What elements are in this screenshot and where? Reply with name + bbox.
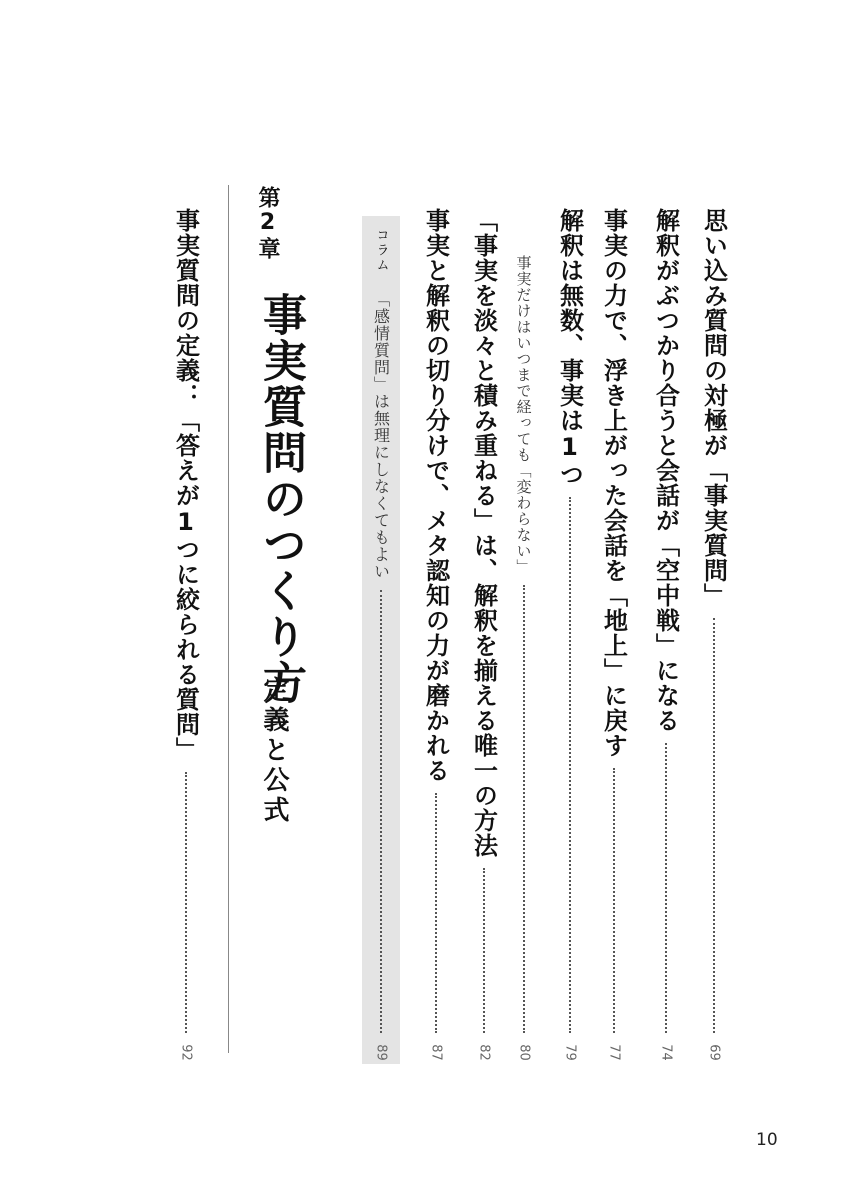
toc-entry-page: 82 [476,1044,492,1061]
toc-entry[interactable] [648,208,684,1060]
toc-entry[interactable] [466,208,502,1060]
toc-entry-title: 解釈は無数、事実は1つ [555,208,584,487]
dot-leader [435,793,437,1033]
dot-leader [569,497,571,1033]
dot-leader [665,743,667,1033]
column-tag: コラム [373,228,389,273]
toc-entry[interactable] [418,208,454,1060]
toc-entry[interactable] [696,208,732,1060]
toc-entry-page: 77 [606,1044,622,1061]
toc-entry-title: 事実と解釈の切り分けで、メタ認知の力が磨かれる [421,208,450,783]
page-number: 10 [756,1130,778,1150]
toc-entry-page: 74 [658,1044,674,1061]
dot-leader [613,768,615,1033]
chapter-label: 第2章 [255,186,280,261]
dot-leader [713,618,715,1033]
dot-leader [523,585,525,1033]
chapter-title[interactable]: 事実質問のつくり方 [255,292,306,706]
toc-entry-title: 事実の力で、浮き上がった会話を「地上」に戻す [599,208,628,758]
toc-entry-title: 「事実を淡々と積み重ねる」は、解釈を揃える唯一の方法 [469,208,498,858]
toc-entry-title: 解釈がぶつかり合うと会話が「空中戦」になる [651,208,680,733]
column-page: 89 [373,1044,389,1061]
toc-entry-page: 87 [428,1044,444,1061]
chapter-divider [228,185,229,1053]
toc-entry[interactable] [168,208,204,1060]
toc-entry-page: 69 [706,1044,722,1061]
toc-subentry[interactable] [510,255,538,1060]
toc-entry[interactable] [596,208,632,1060]
chapter-subtitle: 定義と公式 [259,676,289,826]
column-title: 「感情質問」は無理にしなくてもよい [371,291,391,580]
toc-column-entry[interactable] [362,228,400,1060]
toc-subentry-page: 80 [516,1044,532,1061]
toc-entry-page: 92 [178,1044,194,1061]
toc-entry-page: 79 [562,1044,578,1061]
toc-entry-title: 思い込み質問の対極が「事実質問」 [699,208,728,608]
toc-entry[interactable] [552,208,588,1060]
toc-subentry-title: 事実だけはいつまで経っても「変わらない」 [514,255,533,575]
toc-entry-title: 事実質問の定義：「答えが1つに絞られる質問」 [171,208,200,762]
dot-leader [483,868,485,1033]
dot-leader [380,590,382,1033]
dot-leader [185,772,187,1033]
